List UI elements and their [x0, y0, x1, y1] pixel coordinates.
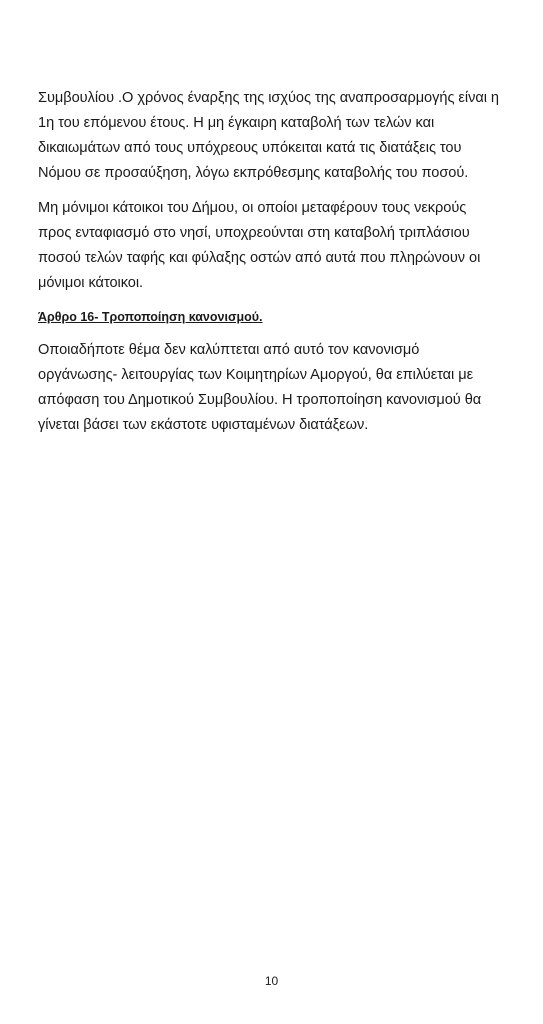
paragraph-fees-adjustment: [38, 86, 516, 186]
text-line: Οποιαδήποτε θέμα δεν καλύπτεται από αυτό τον κανονισμό: [38, 342, 420, 358]
text-line: Μη μόνιμοι κάτοικοι του Δήμου, οι οποίοι μεταφέρουν τους νεκρούς: [38, 200, 467, 216]
text-line: οργάνωσης- λειτουργίας των Κοιμητηρίων Αμοργού, θα επιλύεται με: [38, 367, 474, 383]
text-line: προς ενταφιασμό στο νησί, υποχρεούνται στη καταβολή τριπλάσιου: [38, 225, 470, 241]
text-line: δικαιωμάτων από τους υπόχρεους υπόκειται κατά τις διατάξεις του: [38, 140, 462, 156]
text-line: γίνεται βάσει των εκάστοτε υφισταμένων διατάξεων.: [38, 417, 369, 433]
paragraph-amendment: [38, 338, 516, 438]
text-line: ποσού τελών ταφής και φύλαξης οστών από αυτά που πληρώνουν οι: [38, 250, 481, 266]
text-line: 1η του επόμενου έτους. Η μη έγκαιρη καταβολή των τελών και: [38, 115, 435, 131]
article-heading: Άρθρο 16- Τροποποίηση κανονισμού.: [38, 310, 263, 324]
page-number: 10: [264, 974, 279, 988]
document-body: [38, 86, 516, 448]
text-line: μόνιμοι κάτοικοι.: [38, 275, 144, 291]
text-line: Συμβουλίου .Ο χρόνος έναρξης της ισχύος της αναπροσαρμογής είναι η: [38, 90, 499, 106]
text-line: απόφαση του Δημοτικού Συμβουλίου. Η τροποποίηση κανονισμού θα: [38, 392, 482, 408]
paragraph-non-residents: [38, 196, 516, 296]
text-line: Νόμου σε προσαύξηση, λόγω εκπρόθεσμης καταβολής του ποσού.: [38, 165, 469, 181]
